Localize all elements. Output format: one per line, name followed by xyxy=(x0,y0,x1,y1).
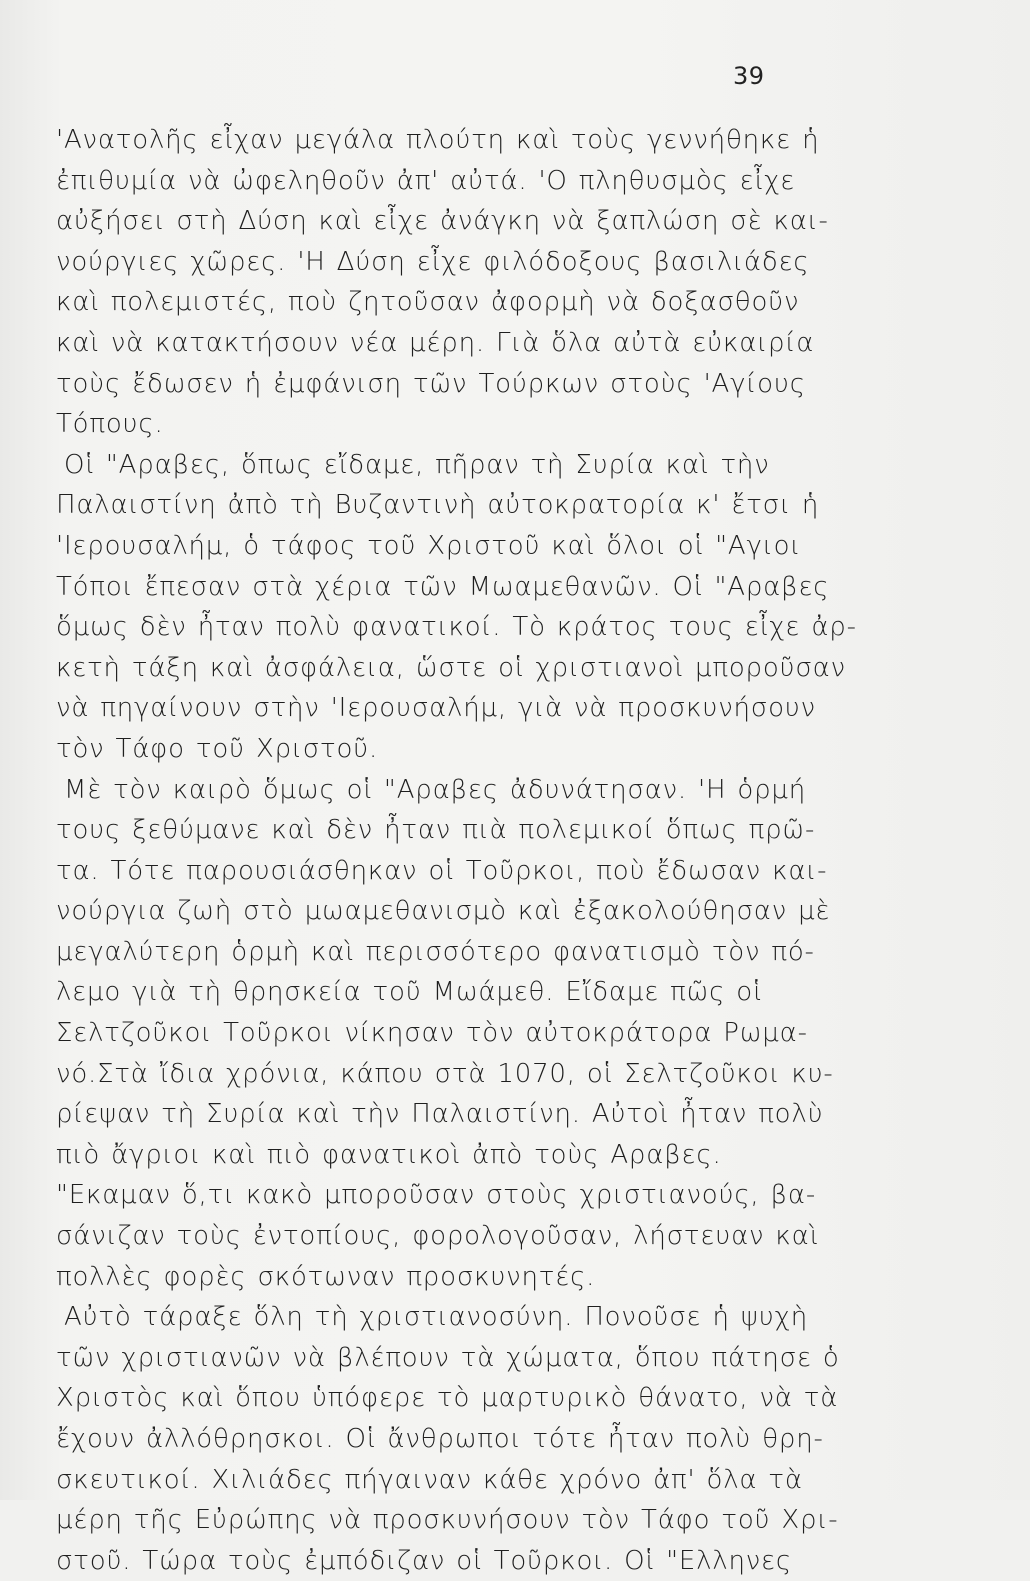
text-line: "Εκαμαν ὅ,τι κακὸ μποροῦσαν στοὺς χριστιανούς, βα- xyxy=(56,1180,817,1211)
text-line: νούργια ζωὴ στὸ μωαμεθανισμὸ καὶ ἐξακολούθησαν μὲ xyxy=(56,896,831,927)
text-line: ἔχουν ἀλλόθρησκοι. Οἱ ἄνθρωποι τότε ἦταν πολὺ θρη- xyxy=(56,1424,824,1454)
text-line: μέρη τῆς Εὐρώπης νὰ προσκυνήσουν τὸν Τάφο τοῦ Χρι- xyxy=(56,1505,839,1536)
text-line: στοῦ. Τώρα τοὺς ἐμπόδιζαν οἱ Τοῦρκοι. Οἱ "Ελληνες xyxy=(56,1545,792,1576)
text-line: Χριστὸς καὶ ὅπου ὑπόφερε τὸ μαρτυρικὸ θάνατο, νὰ τὰ xyxy=(56,1383,839,1414)
text-line: Παλαιστίνη ἀπὸ τὴ Βυζαντινὴ αὐτοκρατορία κ' ἔτσι ἡ xyxy=(56,490,820,521)
text-line: νὰ πηγαίνουν στὴν 'Ιερουσαλήμ, γιὰ νὰ προσκυνήσουν xyxy=(56,693,816,724)
text-line: μεγαλύτερη ὁρμὴ καὶ περισσότερο φανατισμὸ τὸν πό- xyxy=(56,936,815,967)
text-line: Τόπους. xyxy=(56,409,164,440)
text-line: 'Ανατολῆς εἶχαν μεγάλα πλούτη καὶ τοὺς γεννήθηκε ἡ xyxy=(56,125,820,155)
text-line: πολλὲς φορὲς σκότωναν προσκυνητές. xyxy=(56,1261,596,1292)
text-line: Μὲ τὸν καιρὸ ὅμως οἱ "Αραβες ἀδυνάτησαν. 'Η ὁρμή xyxy=(64,774,807,805)
text-line: ἐπιθυμία νὰ ὠφεληθοῦν ἀπ' αὐτά. 'Ο πληθυσμὸς εἶχε xyxy=(56,165,796,196)
text-line: καὶ νὰ κατακτήσουν νέα μέρη. Γιὰ ὅλα αὐτὰ εὐκαιρία xyxy=(56,327,815,358)
text-line: σκευτικοί. Χιλιάδες πήγαιναν κάθε χρόνο ἀπ' ὅλα τὰ xyxy=(56,1464,803,1495)
text-line: σάνιζαν τοὺς ἐντοπίους, φορολογοῦσαν, λήστευαν καὶ xyxy=(56,1221,820,1252)
text-line: τοὺς ἔδωσεν ἡ ἐμφάνιση τῶν Τούρκων στοὺς 'Αγίους xyxy=(56,368,806,399)
text-line: ρίεψαν τὴ Συρία καὶ τὴν Παλαιστίνη. Αὐτοὶ ἦταν πολὺ xyxy=(56,1099,824,1130)
text-line: κετὴ τάξη καὶ ἀσφάλεια, ὥστε οἱ χριστιανοὶ μποροῦσαν xyxy=(56,652,846,683)
text-line: τὸν Τάφο τοῦ Χριστοῦ. xyxy=(56,733,379,764)
text-line: λεμο γιὰ τὴ θρησκεία τοῦ Μωάμεθ. Εἴδαμε πῶς οἱ xyxy=(56,977,763,1008)
text-line: τα. Τότε παρουσιάσθηκαν οἱ Τοῦρκοι, ποὺ ἔδωσαν και- xyxy=(56,855,828,886)
text-line: αὐξήσει στὴ Δύση καὶ εἶχε ἀνάγκη νὰ ξαπλώση σὲ και- xyxy=(56,206,829,237)
text-line: πιὸ ἄγριοι καὶ πιὸ φανατικοὶ ἀπὸ τοὺς Αραβες. xyxy=(56,1139,722,1170)
text-line: ὅμως δὲν ἦταν πολὺ φανατικοί. Τὸ κράτος τους εἶχε ἀρ- xyxy=(56,612,857,643)
text-line: νούργιες χῶρες. 'Η Δύση εἶχε φιλόδοξους βασιλιάδες xyxy=(56,246,810,277)
body-text xyxy=(56,120,857,1581)
text-line: τῶν χριστιανῶν νὰ βλέπουν τὰ χώματα, ὅπου πάτησε ὁ xyxy=(56,1342,840,1373)
text-line: Αὐτὸ τάραξε ὅλη τὴ χριστιανοσύνη. Πονοῦσε ἡ ψυχὴ xyxy=(64,1302,809,1333)
text-line: Σελτζοῦκοι Τοῦρκοι νίκησαν τὸν αὐτοκράτορα Ρωμα- xyxy=(56,1018,808,1049)
text-line: τους ξεθύμανε καὶ δὲν ἦταν πιὰ πολεμικοί ὅπως πρῶ- xyxy=(56,815,816,846)
text-line: Οἱ "Αραβες, ὅπως εἴδαμε, πῆραν τὴ Συρία καὶ τὴν xyxy=(64,449,770,480)
text-line: Τόποι ἔπεσαν στὰ χέρια τῶν Μωαμεθανῶν. Οἱ "Αραβες xyxy=(56,571,830,602)
text-line: νό.Στὰ ἴδια χρόνια, κάπου στὰ 1070, οἱ Σελτζοῦκοι κυ- xyxy=(56,1058,834,1089)
text-line: καὶ πολεμιστές, ποὺ ζητοῦσαν ἀφορμὴ νὰ δοξασθοῦν xyxy=(56,287,800,318)
text-line: 'Ιερουσαλήμ, ὁ τάφος τοῦ Χριστοῦ καὶ ὅλοι οἱ "Αγιοι xyxy=(56,530,802,561)
page-number: 39 xyxy=(733,62,765,90)
